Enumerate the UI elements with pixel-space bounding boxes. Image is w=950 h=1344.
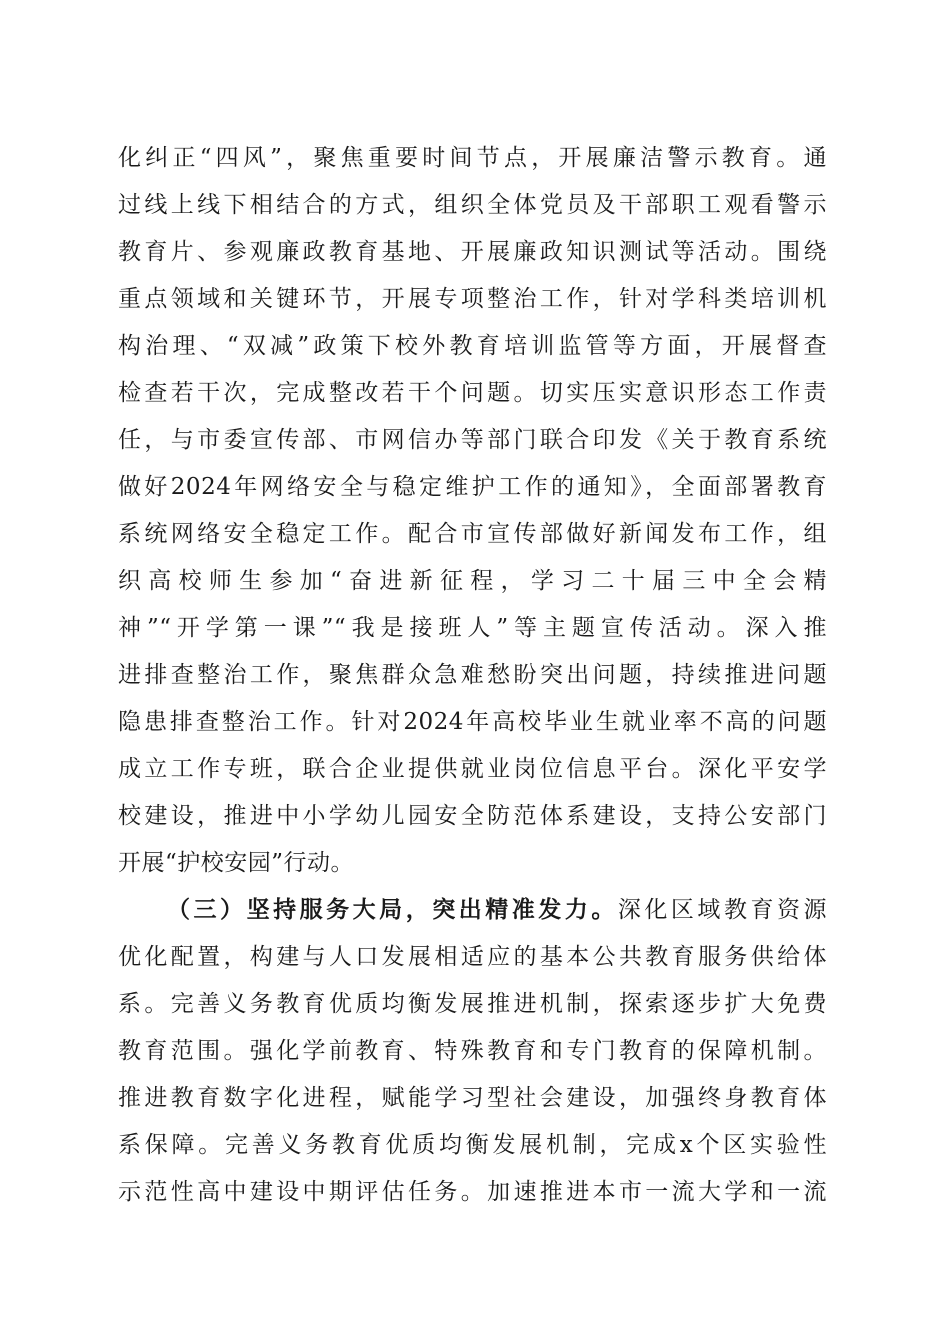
paragraph-line: 构治理、“双减”政策下校外教育培训监管等方面，开展督查: [118, 333, 827, 359]
paragraph-line: 校建设，推进中小学幼儿园安全防范体系建设，支持公安部门: [118, 803, 827, 829]
section-3-first-line: [118, 890, 827, 930]
paragraph-line: 示范性高中建设中期评估任务。加速推进本市一流大学和一流: [118, 1179, 827, 1205]
paragraph-last-line: 开展“护校安园”行动。: [118, 850, 355, 876]
paragraph-line: 教育片、参观廉政教育基地、开展廉政知识测试等活动。围绕: [118, 239, 827, 265]
section-3-first-line-text: 深化区域教育资源: [617, 897, 828, 923]
paragraph-line: 重点领域和关键环节，开展专项整治工作，针对学科类培训机: [118, 286, 827, 312]
section-3-heading: （三）坚持服务大局，突出精准发力。: [164, 896, 618, 923]
paragraph-line: 进排查整治工作，聚焦群众急难愁盼突出问题，持续推进问题: [118, 662, 827, 688]
paragraph-line: 优化配置，构建与人口发展相适应的基本公共教育服务供给体: [118, 944, 827, 970]
paragraph-line: 系统网络安全稳定工作。配合市宣传部做好新闻发布工作，组: [118, 521, 827, 547]
paragraph-line: 任，与市委宣传部、市网信办等部门联合印发《关于教育系统: [118, 427, 827, 453]
paragraph-line: 过线上线下相结合的方式，组织全体党员及干部职工观看警示: [118, 192, 827, 218]
paragraph-line: 隐患排查整治工作。针对2024年高校毕业生就业率不高的问题: [118, 709, 827, 735]
paragraph-line: 成立工作专班，联合企业提供就业岗位信息平台。深化平安学: [118, 756, 827, 782]
paragraph-line: 推进教育数字化进程，赋能学习型社会建设，加强终身教育体: [118, 1085, 827, 1111]
paragraph-line: 检查若干次，完成整改若干个问题。切实压实意识形态工作责: [118, 380, 827, 406]
paragraph-line: 做好2024年网络安全与稳定维护工作的通知》，全面部署教育: [118, 474, 827, 500]
paragraph-line: 教育范围。强化学前教育、特殊教育和专门教育的保障机制。: [118, 1038, 827, 1064]
paragraph-line: 织高校师生参加“奋进新征程，学习二十届三中全会精: [118, 568, 827, 594]
paragraph-line: 神”“开学第一课”“我是接班人”等主题宣传活动。深入推: [118, 615, 827, 641]
paragraph-line: 系。完善义务教育优质均衡发展推进机制，探索逐步扩大免费: [118, 991, 827, 1017]
paragraph-line: 化纠正“四风”，聚焦重要时间节点，开展廉洁警示教育。通: [118, 145, 827, 171]
paragraph-line: 系保障。完善义务教育优质均衡发展机制，完成x个区实验性: [118, 1132, 827, 1158]
